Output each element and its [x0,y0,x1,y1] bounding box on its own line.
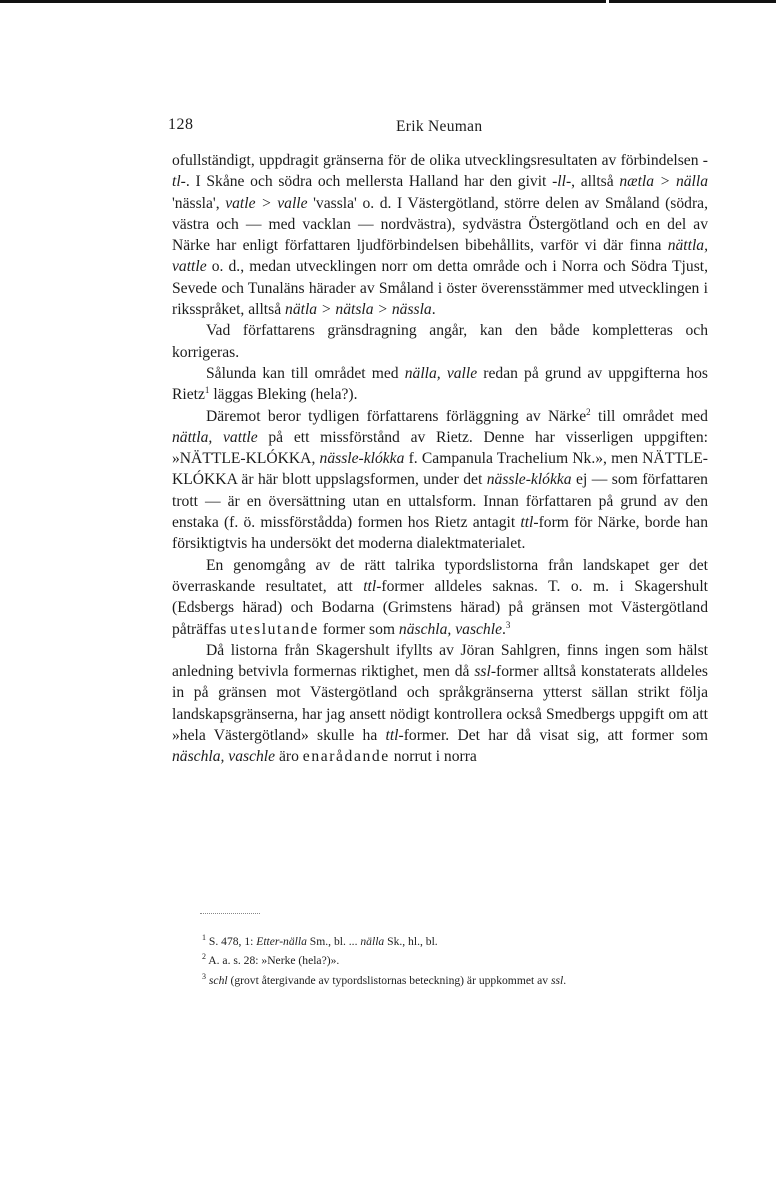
running-head: Erik Neuman [396,118,483,135]
footnote-2: $^2$ A. a. s. 28: »Nerke (hela?)». [202,952,340,968]
footnotes [172,930,708,988]
paragraph-2: Vad författarens gränsdragning angår, kan den både kompletteras och korrigeras. [172,322,708,361]
body-text [172,150,708,768]
footnote-1: $^1$ S. 478, 1: Etter-nälla Sm., bl. ... nälla Sk., hl., bl. [202,933,438,948]
paragraph-6: Då listorna från Skagershult ifyllts av Jöran Sahlgren, finns ingen som hälst anledning betvivla formernas riktighet, men då ssl-former alltså konstaterats alldeles in på gränsen mot Västergötland och språkgränserna ytterst sällan strikt följa landskapsgränserna, har jag ansett nödigt kontrollera också Smedbergs uppgift om att »hela Västergötland» skulle ha ttl-former. Det har då visat sig, att former som näschla, vaschle äro enarådande norrut i norra [172,641,708,766]
paragraph-1: ofullständigt, uppdragit gränserna för de olika utvecklingsresultaten av förbindelsen -tl-. I Skåne och södra och mellersta Halland har den givit -ll-, alltså nætla > nälla 'nässla', vatle > valle 'vassla' o. d. I Västergötland, större delen av Småland (södra, västra och — med vacklan — nordvästra), sydvästra Östergötland och en del av Närke har enligt författaren ljudförbindelsen bibehållits, varför vi där finna nättla, vattle o. d., medan utvecklingen norr om detta område och i Norra och Södra Tjust, Sevede och Tunaläns härader av Småland i öster överensstämmer med utvecklingen i riksspråket, alltså nätla > nätsla > nässla. [172,152,709,319]
page-number: 128 [168,116,194,133]
page-top-border-gap [606,0,609,3]
footnote-ref-3: 3 [505,619,511,630]
paragraph-5: En genomgång av de rätt talrika typordslistorna från landskapet ger det överraskande resultatet, att ttl-former alldeles saknas. T. o. m. i Skagershult (Edsbergs härad) och Bodarna (Grimstens härad) på gränsen mot Västergötland påträffas uteslutande former som näschla, vaschle.$^3$ [172,556,708,638]
footnote-3: $^3$ schl (grovt återgivande av typordslistornas beteckning) är uppkommet av ssl. [202,971,567,987]
paragraph-4: Däremot beror tydligen författarens förläggning av Närke$^2$ till området med nättla, vattle på ett missförstånd av Rietz. Denne har visserligen uppgiften: »NÄTTLE-KLÓKKA, nässle-klókka f. Campanula Trachelium Nk.», men NÄTTLE-KLÓKKA är här blott uppslagsformen, under det nässle-klókka ej — som författaren trott — är en översättning utan en uttalsform. Innan författaren på grund av den enstaka (f. ö. missförstådda) formen hos Rietz antagit ttl-form för Närke, borde han försiktigtvis ha undersökt det moderna dialektmaterialet. [172,406,708,553]
footnote-ref-1: 1 [204,385,210,396]
footnote-ref-2: 2 [586,406,591,417]
paragraph-3: Sålunda kan till området med nälla, valle redan på grund av uppgifterna hos Rietz$^1$ läggas Bleking (hela?). [172,364,708,404]
footnote-divider [200,913,260,914]
page-top-border [0,0,776,3]
